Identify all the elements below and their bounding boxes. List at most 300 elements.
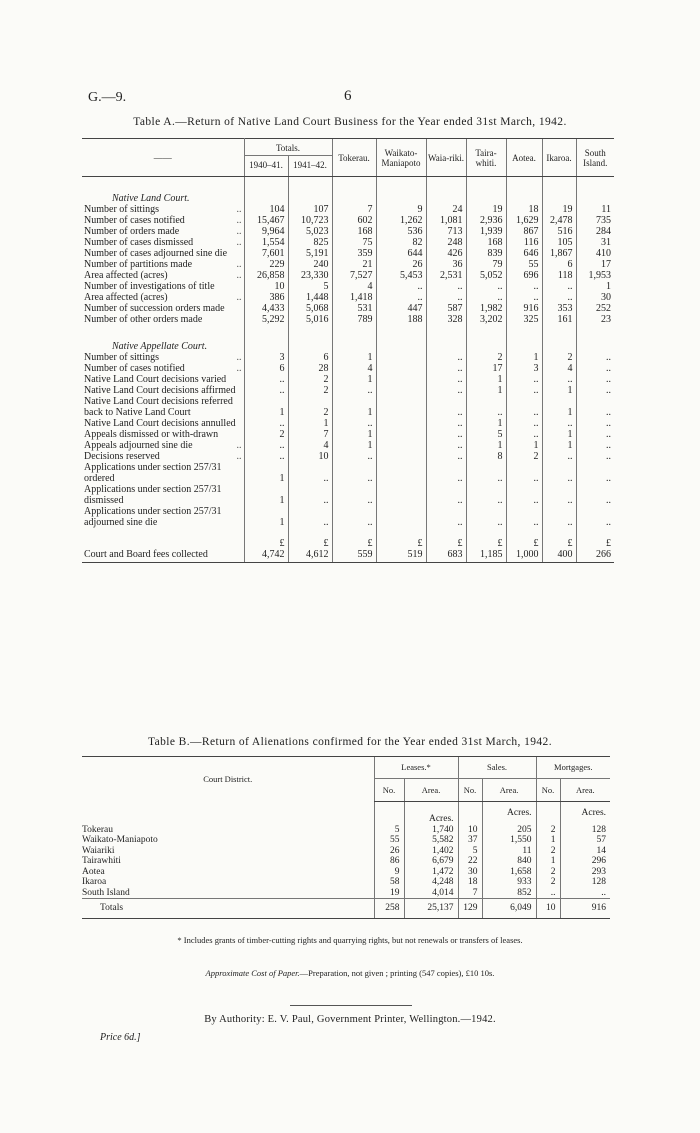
row-label bbox=[82, 418, 244, 429]
empty-cell bbox=[542, 177, 576, 205]
table-cell: 644 bbox=[376, 248, 426, 259]
table-cell: 252 bbox=[576, 303, 614, 314]
table-row bbox=[82, 237, 614, 248]
header-area: Area. bbox=[482, 778, 536, 802]
header-area: Area. bbox=[560, 778, 610, 802]
table-cell: .. bbox=[332, 451, 376, 462]
header-year: 1940–41. bbox=[244, 156, 288, 177]
table-cell: 735 bbox=[576, 215, 614, 226]
table-cell: 2 bbox=[536, 825, 560, 836]
table-cell: .. bbox=[426, 484, 466, 506]
table-cell: .. bbox=[506, 429, 542, 440]
table-row bbox=[82, 281, 614, 292]
table-cell: 5,068 bbox=[288, 303, 332, 314]
table-cell: 1,867 bbox=[542, 248, 576, 259]
row-label bbox=[82, 451, 244, 462]
table-cell: 1 bbox=[466, 418, 506, 429]
table-row bbox=[82, 385, 614, 396]
table-cell: .. bbox=[576, 429, 614, 440]
table-cell: 933 bbox=[482, 877, 536, 888]
table-cell: 1 bbox=[244, 484, 288, 506]
table-cell: 1 bbox=[244, 396, 288, 418]
table-cell: .. bbox=[506, 292, 542, 303]
table-cell: 107 bbox=[288, 204, 332, 215]
table-cell: .. bbox=[576, 440, 614, 451]
table-cell: 5 bbox=[374, 825, 404, 836]
currency-symbol: £ bbox=[466, 528, 506, 549]
table-cell: 18 bbox=[458, 877, 482, 888]
table-cell: 840 bbox=[482, 856, 536, 867]
table-cell: 2,478 bbox=[542, 215, 576, 226]
table-cell: 916 bbox=[506, 303, 542, 314]
currency-symbol: £ bbox=[506, 528, 542, 549]
table-cell: 646 bbox=[506, 248, 542, 259]
empty-cell bbox=[244, 177, 288, 205]
table-cell: 1 bbox=[506, 440, 542, 451]
table-cell: 1,953 bbox=[576, 270, 614, 281]
row-label bbox=[82, 237, 244, 248]
table-row bbox=[82, 396, 614, 418]
header-district: Aotea. bbox=[506, 139, 542, 177]
table-cell: 1 bbox=[332, 396, 376, 418]
table-cell: 5,052 bbox=[466, 270, 506, 281]
table-cell: 9 bbox=[374, 867, 404, 878]
table-cell: 1,740 bbox=[404, 825, 458, 836]
table-cell: 4,248 bbox=[404, 877, 458, 888]
footnote: * Includes grants of timber-cutting rights and quarrying rights, but not renewals or transfers of leases. bbox=[177, 935, 523, 945]
table-cell: 26 bbox=[376, 259, 426, 270]
table-cell: 1,185 bbox=[466, 549, 506, 563]
table-cell: 6,049 bbox=[482, 899, 536, 919]
table-cell: 2 bbox=[244, 429, 288, 440]
empty-cell bbox=[332, 177, 376, 205]
table-cell: .. bbox=[426, 352, 466, 363]
table-cell: 1,000 bbox=[506, 549, 542, 563]
table-cell: 79 bbox=[466, 259, 506, 270]
table-cell: 1,448 bbox=[288, 292, 332, 303]
table-cell: 168 bbox=[466, 237, 506, 248]
table-cell: 5,191 bbox=[288, 248, 332, 259]
table-cell: 23,330 bbox=[288, 270, 332, 281]
table-cell: .. bbox=[576, 385, 614, 396]
table-cell bbox=[376, 374, 426, 385]
table-cell: 4 bbox=[542, 363, 576, 374]
section-title: Native Appellate Court. bbox=[112, 341, 208, 352]
row-label-text: Area affected (acres) bbox=[84, 270, 168, 281]
table-cell: 1 bbox=[506, 352, 542, 363]
table-cell: .. bbox=[426, 396, 466, 418]
table-cell: 7,601 bbox=[244, 248, 288, 259]
row-label-text: Native Land Court decisions varied bbox=[84, 374, 227, 385]
table-cell: 19 bbox=[466, 204, 506, 215]
table-cell: 5 bbox=[458, 846, 482, 857]
row-label-text: Number of cases adjourned sine die bbox=[84, 248, 228, 259]
table-row bbox=[82, 877, 610, 888]
table-cell bbox=[376, 418, 426, 429]
table-cell: .. bbox=[426, 374, 466, 385]
district-name: Tokerau bbox=[82, 824, 113, 835]
table-cell: 1 bbox=[332, 440, 376, 451]
row-label bbox=[82, 484, 244, 506]
table-cell bbox=[376, 506, 426, 528]
table-cell: 7 bbox=[458, 888, 482, 899]
table-cell: .. bbox=[426, 281, 466, 292]
leader-dots: .. bbox=[236, 352, 242, 363]
table-row bbox=[82, 462, 614, 484]
table-cell: 1,939 bbox=[466, 226, 506, 237]
table-cell: 6 bbox=[288, 352, 332, 363]
table-a-title: Table A.—Return of Native Land Court Business for the Year ended 31st March, 1942. bbox=[133, 116, 567, 128]
table-cell: 296 bbox=[560, 856, 610, 867]
table-cell: 386 bbox=[244, 292, 288, 303]
table-cell: 852 bbox=[482, 888, 536, 899]
row-label bbox=[82, 314, 244, 325]
table-cell: .. bbox=[536, 888, 560, 899]
table-cell: 447 bbox=[376, 303, 426, 314]
table-row bbox=[82, 259, 614, 270]
district-name: Waikato-Maniapoto bbox=[82, 835, 158, 845]
empty-cell bbox=[288, 177, 332, 205]
table-cell: 1 bbox=[466, 385, 506, 396]
totals-row bbox=[82, 899, 610, 919]
table-cell: 559 bbox=[332, 549, 376, 563]
table-cell: 2 bbox=[288, 396, 332, 418]
acres-unit: Acres. bbox=[482, 802, 536, 825]
table-cell: 10 bbox=[288, 451, 332, 462]
leader-dots: .. bbox=[236, 363, 242, 374]
table-cell: 3 bbox=[244, 352, 288, 363]
table-cell: 5,453 bbox=[376, 270, 426, 281]
table-cell: .. bbox=[506, 462, 542, 484]
table-cell: .. bbox=[506, 281, 542, 292]
table-cell: 1 bbox=[244, 506, 288, 528]
header-year: 1941–42. bbox=[288, 156, 332, 177]
table-cell: .. bbox=[426, 462, 466, 484]
table-cell: 2 bbox=[536, 846, 560, 857]
table-cell: .. bbox=[332, 484, 376, 506]
table-cell: 8 bbox=[466, 451, 506, 462]
cost-text: —Preparation, not given ; printing (547 copies), £10 10s. bbox=[299, 968, 495, 978]
table-cell: .. bbox=[506, 418, 542, 429]
empty-cell bbox=[506, 177, 542, 205]
row-label-text: Native Land Court decisions affirmed bbox=[84, 385, 236, 396]
table-cell: 23 bbox=[576, 314, 614, 325]
table-cell: 1 bbox=[542, 440, 576, 451]
table-cell: 1 bbox=[288, 418, 332, 429]
row-label bbox=[82, 363, 244, 374]
table-cell: 1 bbox=[332, 374, 376, 385]
table-cell: 2 bbox=[536, 877, 560, 888]
table-cell: .. bbox=[542, 292, 576, 303]
empty-cell bbox=[376, 325, 426, 352]
district-name: Ikaroa bbox=[82, 877, 107, 887]
table-cell: 205 bbox=[482, 825, 536, 836]
table-cell: 1,472 bbox=[404, 867, 458, 878]
table-cell: 400 bbox=[542, 549, 576, 563]
table-cell: 128 bbox=[560, 825, 610, 836]
table-cell: 1,402 bbox=[404, 846, 458, 857]
table-row bbox=[82, 867, 610, 878]
row-label-text: Native Land Court decisions referred back to Native Land Court bbox=[84, 396, 233, 418]
table-cell bbox=[376, 484, 426, 506]
table-cell: 713 bbox=[426, 226, 466, 237]
table-cell: 2 bbox=[506, 451, 542, 462]
table-cell: 353 bbox=[542, 303, 576, 314]
table-cell: .. bbox=[542, 374, 576, 385]
table-row bbox=[82, 303, 614, 314]
table-row bbox=[82, 270, 614, 281]
table-cell bbox=[376, 396, 426, 418]
table-row bbox=[82, 204, 614, 215]
table-cell: .. bbox=[426, 418, 466, 429]
table-cell: 1,418 bbox=[332, 292, 376, 303]
table-cell: .. bbox=[332, 506, 376, 528]
table-b bbox=[82, 756, 610, 919]
table-cell: 57 bbox=[560, 835, 610, 846]
table-cell: 325 bbox=[506, 314, 542, 325]
header-no: No. bbox=[536, 778, 560, 802]
table-cell: 6,679 bbox=[404, 856, 458, 867]
table-cell: 519 bbox=[376, 549, 426, 563]
row-label-text: Applications under section 257/31 dismissed bbox=[84, 484, 222, 506]
table-cell: 58 bbox=[374, 877, 404, 888]
table-cell: .. bbox=[466, 506, 506, 528]
empty-cell bbox=[576, 325, 614, 352]
table-cell bbox=[376, 363, 426, 374]
row-label: Court and Board fees collected bbox=[82, 549, 244, 563]
table-cell: .. bbox=[426, 506, 466, 528]
table-cell bbox=[376, 451, 426, 462]
table-cell: 4,433 bbox=[244, 303, 288, 314]
empty-cell bbox=[576, 177, 614, 205]
table-cell: 25,137 bbox=[404, 899, 458, 919]
table-cell bbox=[376, 429, 426, 440]
header-district: Tokerau. bbox=[332, 139, 376, 177]
table-cell: .. bbox=[506, 374, 542, 385]
table-cell: 1,081 bbox=[426, 215, 466, 226]
table-cell: 3 bbox=[506, 363, 542, 374]
table-cell: 116 bbox=[506, 237, 542, 248]
leader-dots: .. bbox=[236, 270, 242, 281]
currency-symbol: £ bbox=[542, 528, 576, 549]
header-blank: —— bbox=[82, 139, 244, 177]
cost-label: Approximate Cost of Paper. bbox=[205, 968, 300, 978]
table-cell: 36 bbox=[426, 259, 466, 270]
section-title: Native Land Court. bbox=[112, 193, 190, 204]
table-row bbox=[82, 888, 610, 899]
table-cell: 2 bbox=[536, 867, 560, 878]
table-cell: 359 bbox=[332, 248, 376, 259]
table-cell: 21 bbox=[332, 259, 376, 270]
table-cell: .. bbox=[506, 385, 542, 396]
page-reference: G.—9. bbox=[88, 90, 127, 105]
table-cell: .. bbox=[542, 418, 576, 429]
table-cell: 2 bbox=[466, 352, 506, 363]
table-cell: 10 bbox=[244, 281, 288, 292]
table-cell: .. bbox=[426, 451, 466, 462]
table-row bbox=[82, 352, 614, 363]
row-label-text: Number of cases notified bbox=[84, 215, 185, 226]
table-cell: 10,723 bbox=[288, 215, 332, 226]
table-cell bbox=[376, 352, 426, 363]
acres-unit: Acres. bbox=[560, 802, 610, 825]
table-cell: .. bbox=[576, 352, 614, 363]
table-cell: 839 bbox=[466, 248, 506, 259]
leader-dots: .. bbox=[236, 440, 242, 451]
table-row bbox=[82, 835, 610, 846]
table-cell: 17 bbox=[466, 363, 506, 374]
row-label bbox=[82, 352, 244, 363]
table-cell: 1 bbox=[332, 352, 376, 363]
row-label-text: Number of cases notified bbox=[84, 363, 185, 374]
table-cell: 30 bbox=[576, 292, 614, 303]
currency-symbol: £ bbox=[376, 528, 426, 549]
table-cell: .. bbox=[426, 429, 466, 440]
empty-cell bbox=[466, 177, 506, 205]
row-label bbox=[82, 270, 244, 281]
table-cell: 328 bbox=[426, 314, 466, 325]
table-cell: .. bbox=[542, 462, 576, 484]
table-cell bbox=[376, 462, 426, 484]
table-cell: .. bbox=[542, 281, 576, 292]
table-cell: 229 bbox=[244, 259, 288, 270]
table-cell: .. bbox=[576, 363, 614, 374]
table-cell: 1,658 bbox=[482, 867, 536, 878]
table-cell: .. bbox=[576, 462, 614, 484]
table-cell: .. bbox=[576, 484, 614, 506]
row-label-text: Applications under section 257/31 ordered bbox=[84, 462, 222, 484]
row-label bbox=[82, 462, 244, 484]
empty-cell bbox=[506, 325, 542, 352]
table-cell: 1 bbox=[542, 396, 576, 418]
currency-symbol: £ bbox=[288, 528, 332, 549]
table-cell: .. bbox=[576, 418, 614, 429]
table-row bbox=[82, 314, 614, 325]
totals-label: Totals bbox=[82, 899, 374, 919]
table-cell: .. bbox=[542, 451, 576, 462]
table-cell: 22 bbox=[458, 856, 482, 867]
table-cell: 2 bbox=[288, 385, 332, 396]
table-row bbox=[82, 484, 614, 506]
table-cell: 696 bbox=[506, 270, 542, 281]
row-label bbox=[82, 440, 244, 451]
table-cell: 19 bbox=[542, 204, 576, 215]
table-cell: .. bbox=[288, 484, 332, 506]
table-cell: 867 bbox=[506, 226, 542, 237]
table-cell: 1 bbox=[542, 429, 576, 440]
table-cell: 188 bbox=[376, 314, 426, 325]
header-mortgages: Mortgages. bbox=[536, 757, 610, 779]
row-label bbox=[82, 281, 244, 292]
row-label bbox=[82, 429, 244, 440]
table-cell: 2,531 bbox=[426, 270, 466, 281]
table-cell: .. bbox=[426, 440, 466, 451]
leader-dots: .. bbox=[236, 204, 242, 215]
header-no: No. bbox=[374, 778, 404, 802]
district-name: South Island bbox=[82, 887, 130, 898]
table-cell: .. bbox=[506, 506, 542, 528]
table-cell: .. bbox=[288, 506, 332, 528]
table-cell: 7,527 bbox=[332, 270, 376, 281]
table-row bbox=[82, 846, 610, 857]
header-leases: Leases.* bbox=[374, 757, 458, 779]
table-cell: 30 bbox=[458, 867, 482, 878]
empty-cell bbox=[332, 325, 376, 352]
table-cell: 10 bbox=[458, 825, 482, 836]
currency-row bbox=[82, 528, 614, 549]
table-row bbox=[82, 226, 614, 237]
table-cell: 104 bbox=[244, 204, 288, 215]
table-cell: 129 bbox=[458, 899, 482, 919]
header-district: Waikato-Maniapoto bbox=[376, 139, 426, 177]
table-cell: 55 bbox=[506, 259, 542, 270]
leader-dots: .. bbox=[236, 226, 242, 237]
empty-cell bbox=[542, 325, 576, 352]
row-label bbox=[82, 292, 244, 303]
table-cell: 1 bbox=[466, 374, 506, 385]
table-cell: .. bbox=[288, 462, 332, 484]
table-cell: 105 bbox=[542, 237, 576, 248]
table-cell: 37 bbox=[458, 835, 482, 846]
table-cell: 5,016 bbox=[288, 314, 332, 325]
table-cell: 7 bbox=[332, 204, 376, 215]
table-cell: 11 bbox=[576, 204, 614, 215]
row-label-text: Number of sittings bbox=[84, 352, 159, 363]
table-cell: .. bbox=[466, 281, 506, 292]
table-row bbox=[82, 374, 614, 385]
table-cell: .. bbox=[426, 363, 466, 374]
table-cell: 4 bbox=[332, 281, 376, 292]
table-a bbox=[82, 138, 614, 563]
header-district: Ikaroa. bbox=[542, 139, 576, 177]
table-cell: 86 bbox=[374, 856, 404, 867]
row-label bbox=[82, 215, 244, 226]
table-row bbox=[82, 856, 610, 867]
table-cell: 284 bbox=[576, 226, 614, 237]
table-cell: 4,612 bbox=[288, 549, 332, 563]
table-cell: 410 bbox=[576, 248, 614, 259]
header-no: No. bbox=[458, 778, 482, 802]
table-cell: 1 bbox=[542, 385, 576, 396]
table-row bbox=[82, 429, 614, 440]
table-cell: 18 bbox=[506, 204, 542, 215]
row-label bbox=[82, 374, 244, 385]
table-cell: 2 bbox=[288, 374, 332, 385]
table-cell: .. bbox=[576, 374, 614, 385]
empty-cell bbox=[288, 325, 332, 352]
table-cell: .. bbox=[426, 292, 466, 303]
table-cell: .. bbox=[376, 281, 426, 292]
table-cell: .. bbox=[244, 451, 288, 462]
table-cell: 516 bbox=[542, 226, 576, 237]
table-cell: 5,582 bbox=[404, 835, 458, 846]
row-label bbox=[82, 506, 244, 528]
table-cell: 426 bbox=[426, 248, 466, 259]
row-label-text: Applications under section 257/31 adjourned sine die bbox=[84, 506, 222, 528]
leader-dots: .. bbox=[236, 292, 242, 303]
table-cell: 1 bbox=[536, 835, 560, 846]
row-label bbox=[82, 248, 244, 259]
empty-cell bbox=[466, 325, 506, 352]
header-district: Taira-whiti. bbox=[466, 139, 506, 177]
table-cell: .. bbox=[466, 484, 506, 506]
cost-note bbox=[80, 968, 620, 978]
table-cell: 4 bbox=[332, 363, 376, 374]
table-cell: 128 bbox=[560, 877, 610, 888]
leader-dots: .. bbox=[236, 215, 242, 226]
table-row bbox=[82, 825, 610, 836]
table-cell: 28 bbox=[288, 363, 332, 374]
